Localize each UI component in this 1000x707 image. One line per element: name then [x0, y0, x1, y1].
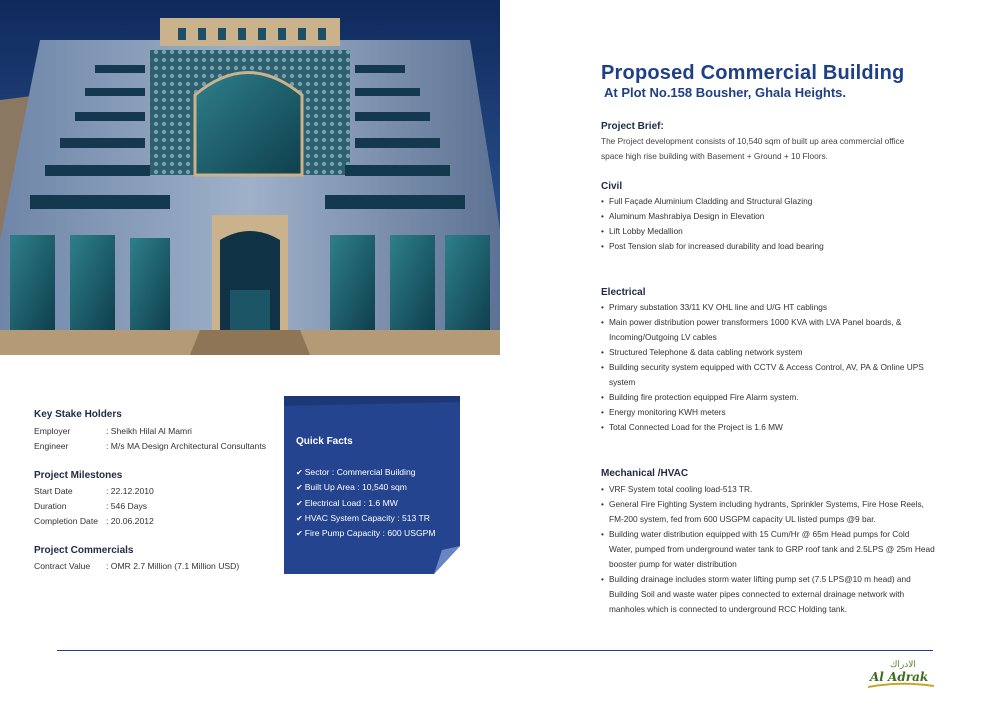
list-item: • General Fire Fighting System including hydrants, Sprinkler Systems, Fire Hose Reels,: [601, 497, 951, 512]
row-value: : Sheikh Hilal Al Mamri: [106, 426, 192, 436]
quick-fact-item: ✔ Built Up Area : 10,540 sqm: [296, 482, 407, 493]
company-logo: [866, 660, 938, 690]
mechanical-list: [601, 482, 951, 617]
stakeholders-heading: Key Stake Holders: [34, 409, 122, 420]
logo-swoosh-icon: [866, 680, 936, 690]
footer-divider: [57, 650, 933, 651]
brief-line: The Project development consists of 10,540 sqm of built up area commercial office: [601, 136, 905, 146]
project-brief-text: [601, 134, 951, 164]
quick-facts-heading: Quick Facts: [296, 436, 353, 447]
check-icon: ✔: [296, 498, 303, 508]
milestones-heading: Project Milestones: [34, 470, 123, 481]
row-value: : OMR 2.7 Million (7.1 Million USD): [106, 561, 240, 571]
logo-arabic-text: الادراك: [890, 660, 916, 670]
row-key: Start Date: [34, 486, 73, 496]
list-item: • Post Tension slab for increased durability and load bearing: [601, 239, 951, 254]
building-photo: [0, 0, 500, 355]
list-item: • Primary substation 33/11 KV OHL line and U/G HT cablings: [601, 300, 951, 315]
list-item: • Full Façade Aluminium Cladding and Structural Glazing: [601, 194, 951, 209]
list-item: • Building drainage includes storm water lifting pump set (7.5 LPS@10 m head) and: [601, 572, 951, 587]
row-value: : 20.06.2012: [106, 516, 154, 526]
list-item: • Structured Telephone & data cabling network system: [601, 345, 951, 360]
mechanical-heading: Mechanical /HVAC: [601, 468, 689, 479]
list-item: • Energy monitoring KWH meters: [601, 405, 951, 420]
quick-facts-note: [284, 396, 460, 574]
list-item: FM-200 system, fed from 600 USGPM capacity UL listed pumps @9 bar.: [609, 514, 876, 524]
list-item: • Building security system equipped with CCTV & Access Control, AV, PA & Online UPS: [601, 360, 951, 375]
row-key: Completion Date: [34, 516, 99, 526]
row-key: Contract Value: [34, 561, 91, 571]
page-subtitle: At Plot No.158 Bousher, Ghala Heights.: [604, 85, 846, 100]
row-value: : 546 Days: [106, 501, 148, 511]
list-item: system: [609, 377, 636, 387]
list-item: Water, pumped from underground water tank to GRP roof tank and 2.5LPS @ 25m Head: [609, 544, 935, 554]
list-item: • Main power distribution power transformers 1000 KVA with LVA Panel boards, &: [601, 315, 951, 330]
row-value: : 22.12.2010: [106, 486, 154, 496]
logo-english-text: Al Adrak: [870, 670, 929, 684]
civil-list: [601, 194, 951, 254]
row-key: Engineer: [34, 441, 69, 451]
brief-line: space high rise building with Basement + Ground + 10 Floors.: [601, 151, 828, 161]
commercials-heading: Project Commercials: [34, 545, 134, 556]
electrical-heading: Electrical: [601, 287, 646, 298]
list-item: • Lift Lobby Medallion: [601, 224, 951, 239]
row-key: Duration: [34, 501, 67, 511]
quick-fact-item: ✔ HVAC System Capacity : 513 TR: [296, 512, 430, 523]
civil-heading: Civil: [601, 181, 623, 192]
check-icon: ✔: [296, 529, 303, 539]
list-item: manholes which is connected to underground RCC Holding tank.: [609, 604, 847, 614]
quick-fact-item: ✔ Electrical Load : 1.6 MW: [296, 497, 398, 508]
quick-fact-item: ✔ Sector : Commercial Building: [296, 467, 416, 477]
list-item: booster pump for water distribution: [609, 559, 737, 569]
quick-facts-list: [296, 465, 436, 541]
building-illustration: [0, 0, 500, 355]
row-value: : M/s MA Design Architectural Consultants: [106, 441, 267, 451]
list-item: • VRF System total cooling load-513 TR.: [601, 482, 951, 497]
row-key: Employer: [34, 426, 71, 436]
project-brief-heading: Project Brief:: [601, 121, 664, 132]
list-item: • Building water distribution equipped with 15 Cum/Hr @ 65m Head pumps for Cold: [601, 527, 951, 542]
quick-fact-item: ✔ Fire Pump Capacity : 600 USGPM: [296, 528, 436, 539]
list-item: Incoming/Outgoing LV cables: [609, 332, 717, 342]
check-icon: ✔: [296, 513, 303, 523]
page-title: Proposed Commercial Building: [601, 62, 905, 84]
list-item: • Total Connected Load for the Project is 1.6 MW: [601, 420, 951, 435]
list-item: Building Soil and waste water pipes connected to external drainage network with: [609, 589, 905, 599]
list-item: • Aluminum Mashrabiya Design in Elevation: [601, 209, 951, 224]
check-icon: ✔: [296, 468, 303, 477]
check-icon: ✔: [296, 483, 303, 493]
electrical-list: [601, 300, 951, 435]
list-item: • Building fire protection equipped Fire Alarm system.: [601, 390, 951, 405]
